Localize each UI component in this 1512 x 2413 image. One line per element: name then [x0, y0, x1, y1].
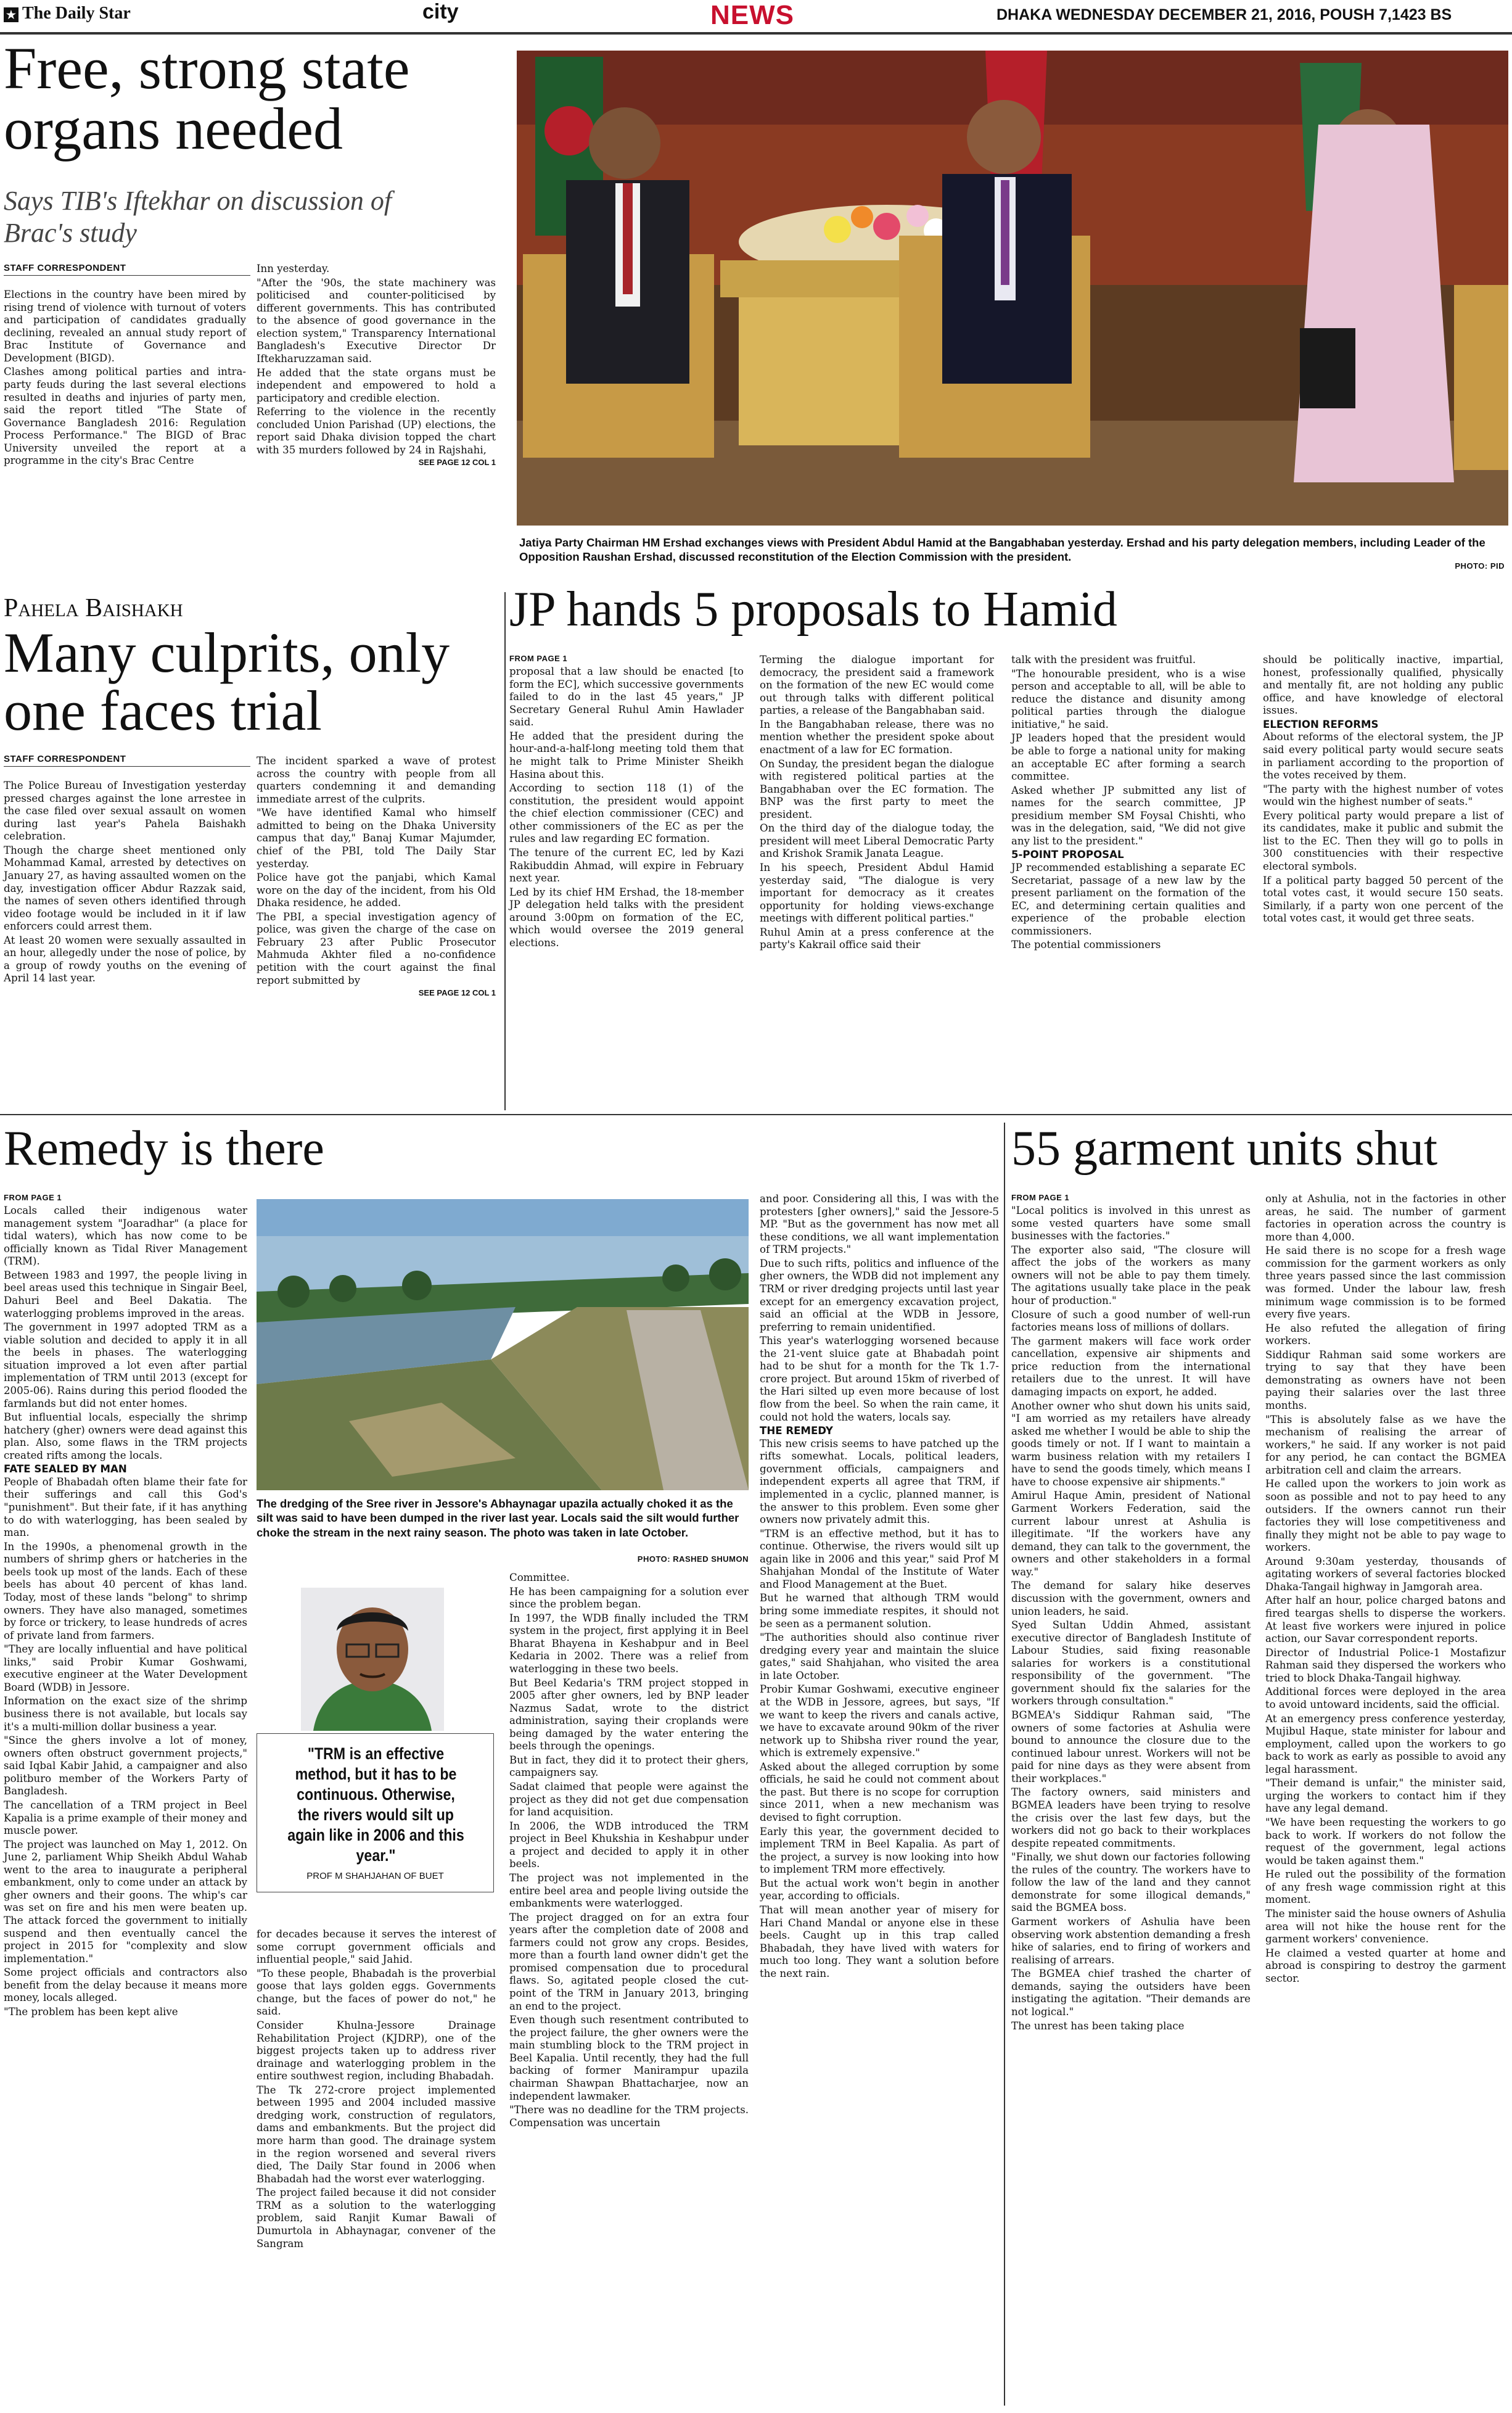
river-photo-image — [257, 1199, 749, 1490]
article1-col2: Inn yesterday. "After the '90s, the state machinery was politicised and counter-politicised by different governments. This has contributed to the absence of good governance in the election system," Transparency International Bangladesh's Executive Director Dr Iftekharuzzaman said. He added that the state organs must be independent and empowered to hold a participatory and credible election. Referring to the violence in the recently concluded Union Parishad (UP) elections, the report said Dhaka division topped the chart with 35 murders followed by 24 in Rajshahi, SEE PAGE 12 COL 1 — [257, 263, 496, 468]
bangabhaban-meeting-photo — [517, 51, 1508, 526]
article5-col2: only at Ashulia, not in the factories in other areas, he said. The number of garment factories in operation across the country is more than 4,000. He said there is no scope for a fresh wage commission for the garment workers as only three years passed since the last commission was formed. Under the labour law, fresh minimum wage commission is to be formed every five years. He also refuted the allegation of firing workers. Siddiqur Rahman said some workers are trying to say that they have been demonstrating as owners have not been paying their salaries over the last three months. "This is absolutely false as we have the mechanism of realising the arrear of workers," he said. If any worker is not paid for any period, he can contact the BGMEA arbitration cell and claim the arrears. He called upon the workers to join work as soon as possible and not to pay heed to any outsiders. If the owners cannot run their factories they will lose competitiveness and finally they might not be able to pay wage to workers. Around 9:30am yesterday, thousands of agitating workers of several factories blocked Dhaka-Tangail highway in Jamgorah area. After half an hour, police charged batons and fired teargas shells to disperse the workers. At least five workers were injured in police action, our Savar correspondent reports. Director of Industrial Police-1 Mostafizur Rahman said they dispersed the workers who tried to block Dhaka-Tangail highway. Additional forces were deployed in the area to avoid untoward incidents, said the official. At an emergency press conference yesterday, Mujibul Haque, state minister for labour and employment, called upon the workers to go back to work as early as possible to avoid any legal harassment. "Their demand is unfair," the minister said, urging the workers to contact him if they have any legal demand. "We have been requesting the workers to go back to work. If workers do not follow the request of the government, legal actions would be taken against them." He ruled out the possibility of the formation of any fresh wage commission right at this moment. The minister said the house owners of Ashulia area will not hike the house rent for the garment workers' convenience. He claimed a vested quarter at home and abroad is conspiring to destroy the garment sector. — [1265, 1193, 1506, 1984]
photo1-caption: Jatiya Party Chairman HM Ershad exchanges views with President Abdul Hamid at the Bangabhaban yesterday. Ershad and his party delegation members, including Leader of the Opposition Raushan Ershad, discussed reconstitution of the Election Commission with the president. — [519, 536, 1485, 564]
pull-quote: "TRM is an effective method, but it has to be continuous. Otherwise, the rivers would silt up again like in 2006 and this year." — [287, 1744, 464, 1865]
article4-col2: for decades because it serves the interest of some corrupt government officials and influential people," said Jahid. "To these people, Bhabadah is the proverbial goose that lays golden eggs. Governments change, but the faces of power do not," he said. Consider Khulna-Jessore Drainage Rehabilitation Project (KJDRP), one of the biggest projects taken up to address river drainage and waterlogging problem in the entire southwest region, including Bhabadah. The Tk 272-crore project implemented between 1995 and 2004 included massive dredging work, construction of regulators, dams and embankments. But the project did more harm than good. The drainage system in the region worsened and several rivers died, The Daily Star found in 2006 when Bhabadah had the worst ever waterlogging. The project failed because it did not consider TRM as a solution to the waterlogging problem, said Ranjit Kumar Bawali of Dumurtola in Abhaynagar, convener of the Sangram — [257, 1928, 496, 2250]
shahjahan-portrait — [301, 1588, 444, 1731]
masthead — [0, 0, 1512, 32]
horizontal-rule-mid — [0, 1114, 1512, 1115]
section-label: city — [422, 0, 459, 23]
article2-headline[interactable]: Many culprits, only one faces trial — [4, 621, 450, 742]
article1-byline: STAFF CORRESPONDENT — [4, 263, 250, 276]
vertical-rule-bottom — [1004, 1123, 1005, 2406]
pull-quote-box — [257, 1733, 494, 1892]
meeting-photo-image — [517, 51, 1508, 526]
article2-byline: STAFF CORRESPONDENT — [4, 754, 250, 767]
article3-headline[interactable]: JP hands 5 proposals to Hamid — [509, 582, 1117, 637]
daily-star-logo[interactable]: ★ The Daily Star — [4, 4, 131, 23]
article2-jump[interactable]: SEE PAGE 12 COL 1 — [418, 988, 496, 998]
article3-col2: Terming the dialogue important for democracy, the president said a framework on the formation of the new EC would come out through talks with different political parties, a release of the Bangabhaban said. In the Bangabhaban release, there was no mention whether the president spoke about enactment of a law for EC formation. On Sunday, the president began the dialogue with registered political parties at the Bangabhaban over the EC formation. The BNP was the first party to meet the president. On the third day of the dialogue today, the president will meet Liberal Democratic Party and Krishok Sramik Janata League. In his speech, President Abdul Hamid yesterday said, "The dialogue is very important for democracy as it creates opportunity for holding views-exchange meetings with different political parties." Ruhul Amin at a press conference at the party's Kakrail office said their — [760, 654, 994, 951]
article3-col3: talk with the president was fruitful. "The honourable president, who is a wise person and acceptable to all, will be able to reduce the distance and disunity among political parties through the dialogue initiative," he said. JP leaders hoped that the president would be able to forge a national unity for making an acceptable EC after forming a search committee. Asked whether JP submitted any list of names for the search committee, JP presidium member SM Foysal Chishti, who was in the delegation, said, "We did not give any list to the president." 5-POINT PROPOSAL JP recommended establishing a separate EC Secretariat, passage of a new law by the present parliament on the formation of the EC, and determining certain qualities and experience of the probable election commissioners. The potential commissioners — [1011, 654, 1246, 951]
article3-col1: FROM PAGE 1 proposal that a law should be enacted [to form the EC], which successive governments failed to do in the last 45 years," JP Secretary General Ruhul Amin Hawlader said. He added that the president during the hour-and-a-half-long meeting told them that he might talk to Prime Minister Sheikh Hasina about this. According to section 118 (1) of the constitution, the president would appoint the chief election commissioner (CEC) and other commissioners of the EC as per the rules and law regarding EC formation. The tenure of the current EC, led by Kazi Rakibuddin Ahmad, will expire in February next year. Led by its chief HM Ershad, the 18-member JP delegation held talks with the president around 3:00pm on formation of the EC, which would oversee the 2019 general elections. — [509, 654, 744, 949]
article5-col1: FROM PAGE 1 "Local politics is involved in this unrest as some vested quarters have some small businesses with the factories." The exporter also said, "The closure will affect the jobs of the workers as many owners will not be able to pay them timely. The agitations usually take place in the peak hour of production." Closure of such a good number of well-run factories means loss of millions of dollars. The garment makers will face work order cancellation, expensive air shipments and price reduction from the international retailers due to the unrest. It will have damaging impacts on export, he added. Another owner who shut down his units said, "I am worried as my retailers have already asked me whether I would be able to ship the goods timely or not. If I want to maintain a warm business relation with my retailers I have to send the goods timely, which means I have to choose expensive air shipments." Amirul Haque Amin, president of National Garment Workers Federation, said the current labour unrest at Ashulia is illegitimate. "If the workers have any demand, they can talk to the government, the owners and other stakeholders in a formal way." The demand for salary hike deserves discussion with the government, owners and union leaders, he said. Syed Sultan Uddin Ahmed, assistant executive director of Bangladesh Institute of Labour Studies, said fixing reasonable salaries for workers is a constitutional responsibility of the government. "The government should fix the salaries for the workers through consultation." BGMEA's Siddiqur Rahman said, "The owners of some factories at Ashulia were bound to announce the closure due to the continued labour unrest. Workers will not be paid for nine days as they were absent from their workplaces." The factory owners, said ministers and BGMEA leaders have been trying to resolve the crisis over the last few days, but the workers did not go back to their workplaces despite repeated commitments. "Finally, we shut down our factories following the rules of the country. The workers have to follow the law of the land and they cannot demonstrate for some illogical demands," said the BGMEA boss. Garment workers of Ashulia have been observing work abstention demanding a fresh hike of salaries, end to firing of workers and realising of arrears. The BGMEA chief trashed the charter of demands, saying the outsiders have been instigating the agitation. "Their demands are not logical." The unrest has been taking place — [1011, 1193, 1251, 2032]
vertical-rule-top — [504, 592, 506, 1110]
article4-col1: FROM PAGE 1 Locals called their indigenous water management system "Joaradhar" (a place for tidal waters), which has now come to be officially known as Tidal River Management (TRM). Between 1983 and 1997, the people living in beel areas used this technique in Singair Beel, Dahuri Beel and Beel Dakatia. The waterlogging problems improved in the areas. The government in 1997 adopted TRM as a viable solution and decided to apply it in all the beels in phases. The waterlogging situation improved a lot even after partial implementation of TRM until 2013 (except for 2005-06). Rains during this period flooded the farmlands but did not enter homes. But influential locals, especially the shrimp hatchery (gher) owners were dead against this plan. Also, some flaws in the TRM projects created rifts among the locals. FATE SEALED BY MAN People of Bhabadah often blame their fate for their sufferings and call this God's "punishment". But their fate, if it has anything to do with waterlogging, has been sealed by man. In the 1990s, a phenomenal growth in the numbers of shrimp ghers or hatcheries in the beels took up most of the lands. Each of these beels has about 40 percent of khas land. Today, most of these lands "belong" to shrimp owners. They have also managed, sometimes by force or trickery, to lease hundreds of acres of private land from farmers. "They are locally influential and have political links," said Probir Kumar Goshwami, executive engineer at the Water Development Board (WDB) in Jessore. Information on the exact size of the shrimp business there is not available, but locals say it's a multi-million dollar business a year. "Since the ghers involve a lot of money, owners often obstruct government projects," said Iqbal Kabir Jahid, a campaigner and also politburo member of the Workers Party of Bangladesh. The cancellation of a TRM project in Beel Kapalia is a prime example of their money and muscle power. The project was launched on May 1, 2012. On June 2, parliament Whip Sheikh Abdul Wahab went to the area to inaugurate a peripheral embankment, only to come under an attack by gher owners and their goons. The whip's car was set on fire and his men were beaten up. The attack forced the government to initially suspend and then eventually cancel the project in 2015 for "complexity and slow implementation." Some project officials and contractors also benefit from the delay because it means more money, locals alleged. "The problem has been kept alive — [4, 1193, 247, 2018]
pull-quote-attribution: PROF M SHAHJAHAN OF BUET — [306, 1871, 444, 1881]
photo2-credit: PHOTO: RASHED SHUMON — [637, 1554, 749, 1564]
article1-headline[interactable]: Free, strong state organs needed — [4, 35, 410, 162]
article2-col1: The Police Bureau of Investigation yesterday pressed charges against the lone arrestee in the case filed over sexual assault on women during last year's Pahela Baishakh celebration. Though the charge sheet mentioned only Mohammad Kamal, arrested by detectives on January 27, as having assaulted women on the day, investigation officer Abdur Razzak said, the names of seven others identified through video footage would be included in it if law enforcers could arrest them. At least 20 women were sexually assaulted in an hour, allegedly under the nose of police, by a group of rowdy youths on the evening of April 14 last year. — [4, 780, 246, 984]
masthead-rule — [0, 32, 1512, 35]
portrait-image — [301, 1588, 444, 1731]
article4-col4: and poor. Considering all this, I was with the protesters [gher owners]," said the Jessore-5 MP. "But as the government has now met all these conditions, we all want implementation of TRM projects." Due to such rifts, politics and influence of the gher owners, the WDB did not implement any TRM or river dredging projects until last year except for an emergency excavation project, said an official at the WDB in Jessore, preferring to remain unidentified. This year's waterlogging worsened because the 21-vent sluice gate at Bhabadah point had to be shut for a month for the Tk 1.7-crore project. But around 15km of riverbed of the Hari silted up even more because of lost flow from the beel. So when the rain came, it could not hold the waters, locals say. THE REMEDY This new crisis seems to have patched up the rifts somewhat. Locals, political leaders, government officials, campaigners and independent experts all agree that TRM, if implemented in a cyclic, planned manner, is the answer to this problem. Even some gher owners now privately admit this. "TRM is an effective method, but it has to continue. Otherwise, the rivers would silt up again like in 2006 and this year," said Prof M Shahjahan Mondal of the Institute of Water and Flood Management at the Buet. But he warned that although TRM would bring some immediate respites, it should not be seen as a permanent solution. "The authorities should also continue river dredging every year and maintain the sluice gates," said Shahjahan, who visited the area in late October. Probir Kumar Goshwami, executive engineer at the WDB in Jessore, agrees, but says, "If we want to keep the rivers and canals active, we have to excavate around 90km of the river network up to Shibsha river round the year, which is extremely expensive." Asked about the alleged corruption by some officials, he said he could not comment about the past. But there is no scope for corruption since 2011, when a new mechanism was devised to fight corruption. Early this year, the government decided to implement TRM in Beel Kapalia. As part of the project, a survey is now looking into how to implement TRM more effectively. But the actual work won't begin in another year, according to officials. That will mean another year of misery for Hari Chand Mandal or anyone else in these beels. Caught up in this trap called Bhabadah, they have lived with waters for much too long. They want a solution before the next rain. — [760, 1193, 999, 1979]
news-label: NEWS — [710, 0, 794, 30]
article5-headline[interactable]: 55 garment units shut — [1011, 1121, 1438, 1176]
photo2-caption: The dredging of the Sree river in Jessore's Abhaynagar upazila actually choked it as the silt was said to have been dumped in the river last year. Locals said the silt would further choke the stream in the next rainy season. The photo was taken in late October. — [257, 1497, 739, 1539]
article1-col1: Elections in the country have been mired by rising trend of violence with turnout of voters and participation of candidates gradually declining, revealed an annual study report of Brac Institute of Governance and Development (BIGD). Clashes among political parties and intra-party feuds during the last several elections resulted in deaths and injuries of party men, said the report titled "The State of Governance Bangladesh 2016: Regulation Process Performance." The BIGD of Brac University unveiled the report at a programme in the city's Brac Centre — [4, 289, 246, 467]
article3-col4: should be politically inactive, impartial, honest, professionally qualified, physically and mentally fit, are not holding any public office, and have knowledge of electoral issues. ELECTION REFORMS About reforms of the electoral system, the JP said every political party would secure seats in parliament according to the proportion of the votes received by them. "The party with the highest number of votes would win the highest number of seats." Every political party would prepare a list of its candidates, make it public and submit the list to the EC. Then they will go to polls in 300 constituencies with their respective electoral symbols. If a political party bagged 50 percent of the total votes cast, it would secure 150 seats. Similarly, if a party won one percent of the total votes cast, it would get three seats. — [1263, 654, 1503, 925]
article1-subhead: Says TIB's Iftekhar on discussion of Brac's study — [4, 186, 392, 248]
article1-jump[interactable]: SEE PAGE 12 COL 1 — [418, 458, 496, 468]
article2-kicker: Pahela Baishakh — [4, 594, 183, 622]
article4-headline[interactable]: Remedy is there — [4, 1121, 324, 1176]
article4-col3: Committee. He has been campaigning for a solution ever since the problem began. In 1997, the WDB finally included the TRM system in the project, first applying it in Beel Bharat Bhayena in Keshabpur and in Beel Kedaria in 2002. There was a relief from waterlogging in these two beels. But Beel Kedaria's TRM project stopped in 2005 after gher owners, led by BNP leader Nazmus Sadat, wrote to the district administration, saying their croplands were being damaged by the water entering the beels through the openings. But in fact, they did it to protect their ghers, campaigners say. Sadat claimed that people were against the project as they did not get due compensation for land acquisition. In 2006, the WDB introduced the TRM project in Beel Khukshia in Keshabpur under a project and decided to apply it in other beels. The project was not implemented in the entire beel area and people living outside the embankments were waterlogged. The project dragged on for an extra four years after the completion date of 2008 and farmers could not grow any crops. Besides, more than a fourth land owner didn't get the promised compensation due to procedural flaws. So, agitated people closed the cut-point of the TRM in January 2013, bringing an end to the project. Even though such resentment contributed to the project failure, the gher owners were the main stumbling block to the TRM project in Beel Kapalia. Until recently, they had the full backing of former Manirampur upazila chairman Shawpan Bhattacharjee, now an independent lawmaker. "There was no deadline for the TRM projects. Compensation was uncertain — [509, 1572, 749, 2129]
river-dredging-photo — [257, 1199, 749, 1490]
star-icon: ★ — [4, 7, 18, 22]
photo1-credit: PHOTO: PID — [1455, 561, 1505, 571]
article2-col2: The incident sparked a wave of protest across the country with people from all quarters condemning it and demanding immediate arrest of the culprits. "We have identified Kamal who himself admitted to being on the Dhaka University campus that day," Banaj Kumar Majumder, chief of the PBI, told The Daily Star yesterday. Police have got the panjabi, which Kamal wore on the day of the incident, from his Old Dhaka residence, he added. The PBI, a special investigation agency of police, was given the charge of the case on February 23 after Public Prosecutor Mahmuda Akhter filed a no-confidence petition with the court against the final report submitted by SEE PAGE 12 COL 1 — [257, 755, 496, 998]
dateline: DHAKA WEDNESDAY DECEMBER 21, 2016, POUSH 7,1423 BS — [996, 6, 1452, 23]
